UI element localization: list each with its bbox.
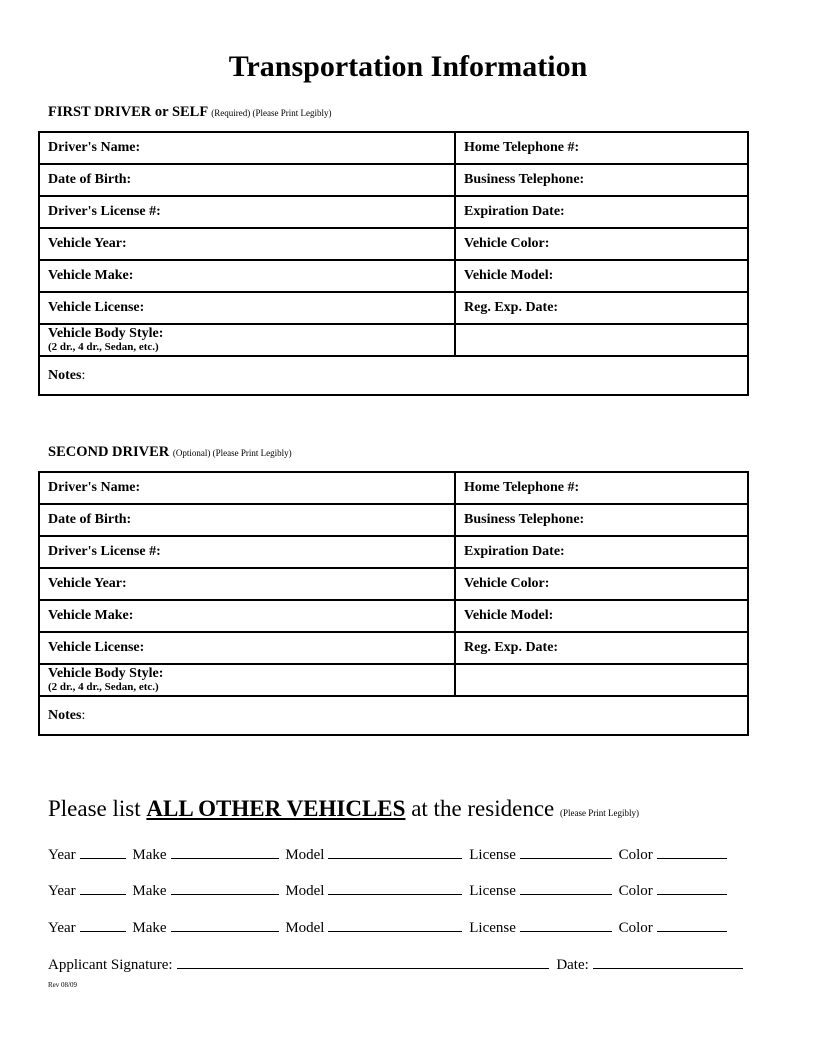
signature-label: Applicant Signature: [48, 957, 173, 973]
second-driver-vehicle-make-field[interactable]: Vehicle Make: [39, 600, 455, 632]
first-driver-vehicle-make-field[interactable]: Vehicle Make: [39, 260, 455, 292]
table-row [39, 292, 748, 324]
first-driver-name-field[interactable]: Driver's Name: [39, 132, 455, 164]
second-driver-vehicle-color-field[interactable]: Vehicle Color: [455, 568, 748, 600]
table-row [39, 568, 748, 600]
revision-note: Rev 08/09 [48, 981, 77, 989]
color-label: Color [618, 883, 653, 899]
make-label: Make [132, 883, 167, 899]
license-label: License [469, 920, 516, 936]
model-blank[interactable] [328, 880, 462, 895]
body-style-label: Vehicle Body Style: [48, 666, 164, 681]
first-driver-body-style-field[interactable] [39, 324, 455, 356]
signature-blank[interactable] [177, 954, 549, 969]
second-driver-table [38, 471, 749, 736]
license-blank[interactable] [520, 880, 612, 895]
other-vehicles-prefix: Please list [48, 796, 141, 821]
body-style-hint: (2 dr., 4 dr., Sedan, etc.) [48, 341, 159, 353]
first-driver-expiration-field[interactable]: Expiration Date: [455, 196, 748, 228]
table-row [39, 260, 748, 292]
first-driver-dob-field[interactable]: Date of Birth: [39, 164, 455, 196]
notes-colon: : [81, 367, 86, 383]
table-row [39, 228, 748, 260]
table-row [39, 696, 748, 735]
model-blank[interactable] [328, 917, 462, 932]
other-vehicles-emphasis: ALL OTHER VEHICLES [146, 796, 406, 821]
table-row [39, 600, 748, 632]
first-driver-body-style-value[interactable] [455, 324, 748, 356]
year-blank[interactable] [80, 880, 126, 895]
table-row [39, 356, 748, 395]
second-driver-dob-field[interactable]: Date of Birth: [39, 504, 455, 536]
table-row [39, 196, 748, 228]
page-title: Transportation Information [228, 50, 588, 83]
first-driver-table [38, 131, 749, 396]
first-driver-vehicle-color-field[interactable]: Vehicle Color: [455, 228, 748, 260]
second-driver-heading-text: SECOND DRIVER [48, 444, 170, 460]
first-driver-license-field[interactable]: Driver's License #: [39, 196, 455, 228]
model-blank[interactable] [328, 844, 462, 859]
first-driver-heading-text: FIRST DRIVER or SELF [48, 104, 208, 120]
second-driver-body-style-field[interactable] [39, 664, 455, 696]
second-driver-body-style-value[interactable] [455, 664, 748, 696]
first-driver-heading-note: (Required) (Please Print Legibly) [211, 108, 332, 118]
license-blank[interactable] [520, 917, 612, 932]
year-label: Year [48, 920, 76, 936]
second-driver-business-phone-field[interactable]: Business Telephone: [455, 504, 748, 536]
second-driver-vehicle-model-field[interactable]: Vehicle Model: [455, 600, 748, 632]
license-blank[interactable] [520, 844, 612, 859]
other-vehicle-row-2 [48, 880, 730, 900]
table-row [39, 324, 748, 356]
first-driver-notes-field[interactable] [39, 356, 748, 395]
first-driver-reg-exp-field[interactable]: Reg. Exp. Date: [455, 292, 748, 324]
year-label: Year [48, 883, 76, 899]
license-label: License [469, 847, 516, 863]
first-driver-vehicle-model-field[interactable]: Vehicle Model: [455, 260, 748, 292]
second-driver-notes-field[interactable] [39, 696, 748, 735]
table-row [39, 632, 748, 664]
year-blank[interactable] [80, 844, 126, 859]
first-driver-heading [48, 104, 332, 121]
other-vehicle-row-3 [48, 917, 730, 937]
table-row [39, 664, 748, 696]
second-driver-name-field[interactable]: Driver's Name: [39, 472, 455, 504]
color-blank[interactable] [657, 844, 727, 859]
first-driver-home-phone-field[interactable]: Home Telephone #: [455, 132, 748, 164]
second-driver-vehicle-license-field[interactable]: Vehicle License: [39, 632, 455, 664]
first-driver-vehicle-year-field[interactable]: Vehicle Year: [39, 228, 455, 260]
signature-row [48, 954, 747, 974]
notes-colon: : [81, 707, 86, 723]
first-driver-business-phone-field[interactable]: Business Telephone: [455, 164, 748, 196]
year-label: Year [48, 847, 76, 863]
notes-label: Notes [48, 367, 82, 383]
make-blank[interactable] [171, 880, 279, 895]
body-style-hint: (2 dr., 4 dr., Sedan, etc.) [48, 681, 159, 693]
second-driver-home-phone-field[interactable]: Home Telephone #: [455, 472, 748, 504]
color-label: Color [618, 847, 653, 863]
make-label: Make [132, 920, 167, 936]
license-label: License [469, 883, 516, 899]
second-driver-reg-exp-field[interactable]: Reg. Exp. Date: [455, 632, 748, 664]
make-blank[interactable] [171, 917, 279, 932]
table-row [39, 504, 748, 536]
year-blank[interactable] [80, 917, 126, 932]
second-driver-license-field[interactable]: Driver's License #: [39, 536, 455, 568]
color-blank[interactable] [657, 880, 727, 895]
make-label: Make [132, 847, 167, 863]
make-blank[interactable] [171, 844, 279, 859]
body-style-label: Vehicle Body Style: [48, 326, 164, 341]
second-driver-expiration-field[interactable]: Expiration Date: [455, 536, 748, 568]
other-vehicles-heading [48, 796, 639, 822]
second-driver-heading-note: (Optional) (Please Print Legibly) [172, 448, 292, 458]
second-driver-vehicle-year-field[interactable]: Vehicle Year: [39, 568, 455, 600]
second-driver-heading [48, 444, 292, 461]
model-label: Model [285, 883, 325, 899]
model-label: Model [285, 920, 325, 936]
other-vehicles-suffix: at the residence [411, 796, 555, 821]
color-blank[interactable] [657, 917, 727, 932]
table-row [39, 164, 748, 196]
other-vehicle-row-1 [48, 844, 730, 864]
table-row [39, 132, 748, 164]
first-driver-vehicle-license-field[interactable]: Vehicle License: [39, 292, 455, 324]
date-label: Date: [556, 957, 589, 973]
notes-label: Notes [48, 707, 82, 723]
color-label: Color [618, 920, 653, 936]
table-row [39, 536, 748, 568]
model-label: Model [285, 847, 325, 863]
date-blank[interactable] [593, 954, 743, 969]
other-vehicles-note: (Please Print Legibly) [559, 808, 639, 818]
table-row [39, 472, 748, 504]
